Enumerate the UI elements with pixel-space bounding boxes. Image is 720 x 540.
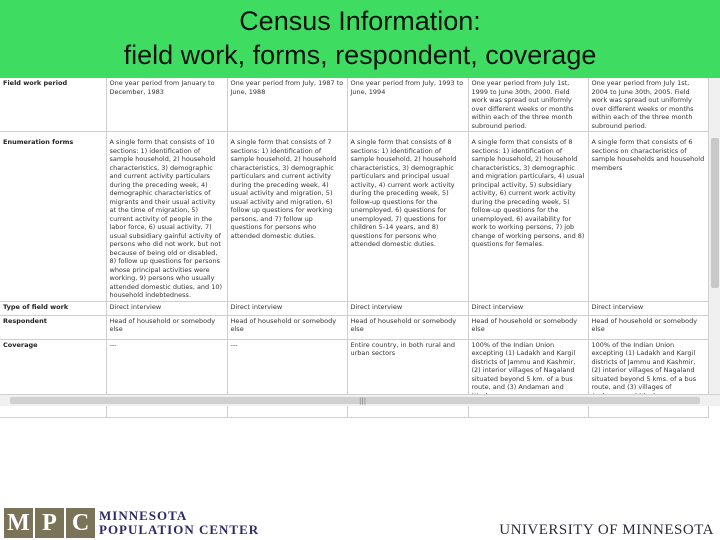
table-cell[interactable]: Direct interview <box>227 301 347 315</box>
table-cell[interactable]: Direct interview <box>347 301 468 315</box>
vertical-scroll-thumb[interactable] <box>711 138 719 288</box>
spreadsheet-screenshot <box>0 78 720 394</box>
horizontal-scrollbar[interactable] <box>0 394 720 406</box>
table-cell[interactable]: A single form that consists of 8 sections: 1) identification of sample household, 2) household characteristics, 3) demographic and migration particulars, 4) usual principal activity, 5) subsidiary activity, 6) current work activity during the preceding week, 5) follow-up questions for the unemployed, 6) availability for work to working persons, 7) job change of working persons, and 8) questions for females. <box>468 132 588 302</box>
table-cell[interactable]: Head of household or somebody else <box>588 315 708 339</box>
table-row <box>0 315 708 339</box>
scroll-grip-icon: ||| <box>359 397 367 405</box>
table-cell[interactable]: 100% of the Indian Union excepting (1) Ladakh and Kargil districts of Jammu and Kashmir, (2) interior villages of Nagaland situated beyond 5 km. of a bus route, and (3) Andaman and <box>468 339 588 417</box>
table-cell[interactable]: One year period from July, 1993 to June, 1994 <box>347 78 468 132</box>
row-header: Respondent <box>0 315 106 339</box>
census-table <box>0 78 709 418</box>
table-row <box>0 132 708 302</box>
table-row <box>0 78 708 132</box>
footer <box>0 500 720 540</box>
table-cell[interactable]: Head of household or somebody else <box>227 315 347 339</box>
mpc-logo <box>4 508 97 538</box>
table-cell[interactable]: One year period from January to December, 1983 <box>106 78 227 132</box>
row-header: Field work period <box>0 78 106 132</box>
table-cell[interactable]: Head of household or somebody else <box>468 315 588 339</box>
table-cell[interactable]: One year period from July 1st, 1999 to June 30th, 2000. Field work was spread out uniformly over different weeks or months within each of the three month subround period. <box>468 78 588 132</box>
table-cell[interactable]: Head of household or somebody else <box>347 315 468 339</box>
table-cell[interactable]: Direct interview <box>106 301 227 315</box>
table-cell[interactable]: Direct interview <box>468 301 588 315</box>
table-cell[interactable]: --- <box>227 339 347 417</box>
row-header: Enumeration forms <box>0 132 106 302</box>
university-name: UNIVERSITY OF MINNESOTA <box>499 522 714 538</box>
row-header: Type of field work <box>0 301 106 315</box>
slide-title <box>0 4 720 72</box>
title-line-2: field work, forms, respondent, coverage <box>123 40 597 70</box>
mpc-logo-letter: P <box>35 508 64 538</box>
table-row <box>0 301 708 315</box>
org-name-line-2: POPULATION CENTER <box>99 522 260 537</box>
row-header: Coverage <box>0 339 106 417</box>
horizontal-scroll-thumb[interactable] <box>10 397 700 404</box>
table-cell[interactable]: 100% of the Indian Union excepting (1) Ladakh and Kargil districts of Jammu and Kashmir, (2) interior villages of Nagaland situated beyond 5 kms. of a bus route, and (3) villages of <box>588 339 708 417</box>
table-cell[interactable]: Direct interview <box>588 301 708 315</box>
table-cell[interactable]: A single form that consists of 7 sections: 1) identification of sample household, 2) household characteristics, 3) demographic particulars and current activity during the preceding week, 4) usual activity and migration, 5) usual activity and migration, 6) follow up questions for working persons, and 7) follow up questions for persons who attended domestic duties. <box>227 132 347 302</box>
title-line-1: Census Information: <box>239 6 481 36</box>
table-cell[interactable]: One year period from July 1st, 2004 to June 30th, 2005. Field work was spread out uniformly over different weeks or months within each of the three month subround period. <box>588 78 708 132</box>
vertical-scrollbar[interactable] <box>708 78 720 394</box>
mpc-logo-letter: C <box>66 508 95 538</box>
table-cell[interactable]: A single form that consists of 8 sections: 1) identification of sample household, 2) household characteristics, 3) demographic particulars and principal usual activity, 4) current work activity during the preceding week, 5) follow-up questions for the unemployed, 6) questions for unemployed, 7) questions for children 5-14 years, and 8) questions for persons who attended domestic duties. <box>347 132 468 302</box>
table-cell[interactable]: --- <box>106 339 227 417</box>
table-cell[interactable]: A single form that consists of 6 sections on characteristics of sample households and household members <box>588 132 708 302</box>
org-name <box>99 509 259 537</box>
table-cell[interactable]: One year period from July, 1987 to June, 1988 <box>227 78 347 132</box>
table-cell[interactable]: A single form that consists of 10 sections: 1) identification of sample household, 2) household characteristics, 3) demographic and current activity particulars during the preceding week, 4) demographic characteristics of migrants and their usual activity at the time of migration, 5) current activity of people in the labor force, 6) usual activity, 7) usual subsidiary gainful activity of persons who did not work, but not because of being old or disabled, 8) follow up questions for persons whose principal activities were working, 9) persons who usually attended domestic duties, and 10) household indebtedness. <box>106 132 227 302</box>
mpc-logo-letter: M <box>4 508 33 538</box>
table-cell[interactable]: Head of household or somebody else <box>106 315 227 339</box>
org-name-line-1: MINNESOTA <box>99 508 188 523</box>
table-cell[interactable]: Entire country, in both rural and urban sectors <box>347 339 468 417</box>
